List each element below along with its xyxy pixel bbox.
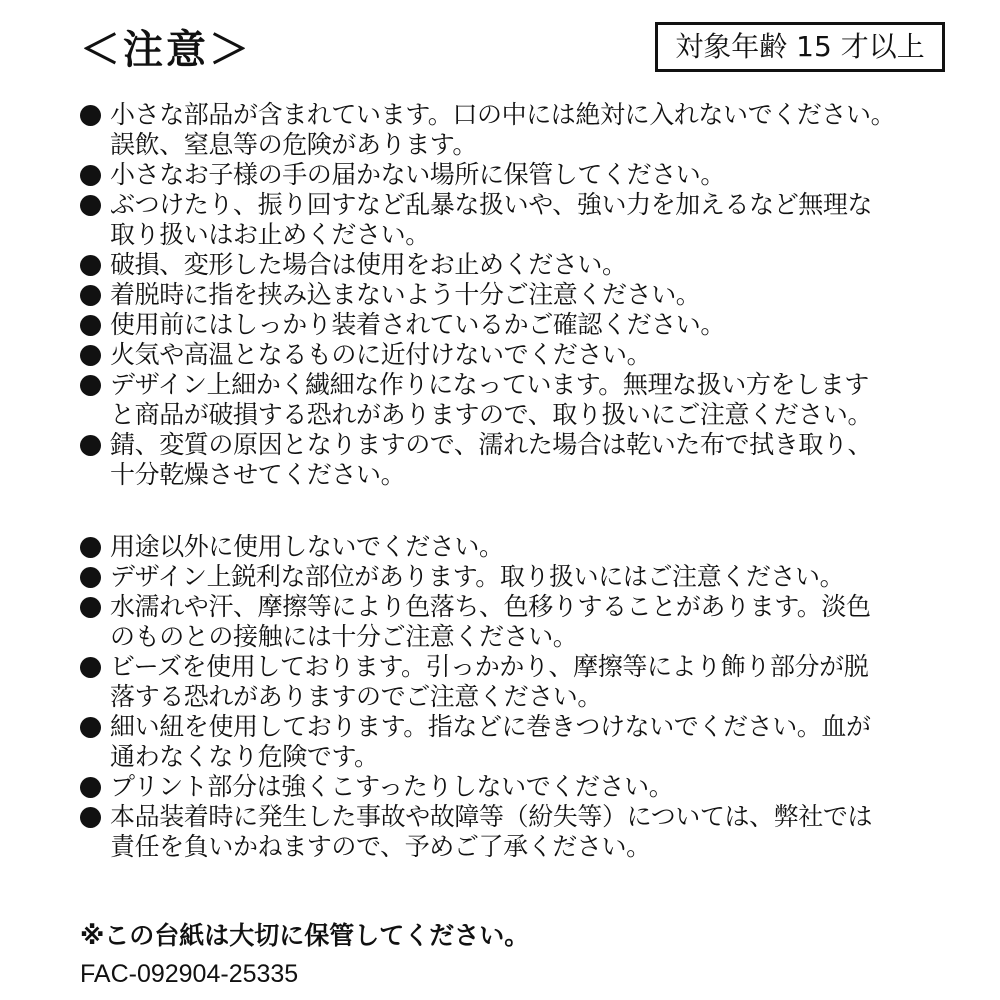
caution-item — [80, 532, 960, 562]
caution-item — [80, 280, 960, 310]
caution-item — [80, 772, 960, 802]
caution-list-secondary — [80, 532, 960, 862]
bullet-icon — [80, 657, 101, 678]
bullet-icon — [80, 567, 101, 588]
bullet-icon — [80, 597, 101, 618]
caution-item — [80, 712, 960, 772]
bullet-icon — [80, 537, 101, 558]
caution-item — [80, 310, 960, 340]
caution-item — [80, 190, 960, 250]
bullet-icon — [80, 285, 101, 306]
caution-text-line: 誤飲、窒息等の危険があります。 — [110, 130, 478, 159]
caution-text-line: 小さなお子様の手の届かない場所に保管してください。 — [110, 160, 726, 189]
caution-item — [80, 562, 960, 592]
caution-text-line: プリント部分は強くこすったりしないでください。 — [110, 772, 674, 801]
caution-text-line: 本品装着時に発生した事故や故障等（紛失等）については、弊社では — [110, 802, 873, 831]
caution-text-line: デザイン上細かく繊細な作りになっています。無理な扱い方をします — [110, 370, 869, 399]
caution-text-line: 用途以外に使用しないでください。 — [110, 532, 504, 561]
bullet-icon — [80, 807, 101, 828]
caution-item — [80, 802, 960, 862]
caution-item — [80, 100, 960, 160]
caution-text-line: のものとの接触には十分ご注意ください。 — [110, 622, 578, 651]
bullet-icon — [80, 717, 101, 738]
caution-text-line: 責任を負いかねますので、予めご了承ください。 — [110, 832, 651, 861]
caution-text-line: 取り扱いはお止めください。 — [110, 220, 430, 249]
caution-text-line: 十分乾燥させてください。 — [110, 460, 406, 489]
caution-item — [80, 592, 960, 652]
caution-text-line: と商品が破損する恐れがありますので、取り扱いにご注意ください。 — [110, 400, 873, 429]
age-rating-badge: 対象年齢 15 才以上 — [655, 22, 945, 72]
bullet-icon — [80, 165, 101, 186]
bullet-icon — [80, 777, 101, 798]
caution-text-line: ビーズを使用しております。引っかかり、摩擦等により飾り部分が脱 — [110, 652, 869, 681]
caution-list-primary — [80, 100, 960, 490]
caution-item — [80, 160, 960, 190]
caution-text-line: 火気や高温となるものに近付けないでください。 — [110, 340, 652, 369]
caution-item — [80, 370, 960, 430]
caution-text-line: 細い紐を使用しております。指などに巻きつけないでください。血が — [110, 712, 871, 741]
keep-card-note: ※この台紙は大切に保管してください。 — [80, 921, 530, 950]
caution-text-line: ぶつけたり、振り回すなど乱暴な扱いや、強い力を加えるなど無理な — [110, 190, 873, 219]
caution-item — [80, 250, 960, 280]
caution-text-line: 落する恐れがありますのでご注意ください。 — [110, 682, 603, 711]
bullet-icon — [80, 435, 101, 456]
bullet-icon — [80, 255, 101, 276]
caution-text-line: 水濡れや汗、摩擦等により色落ち、色移りすることがあります。淡色 — [110, 592, 871, 621]
bullet-icon — [80, 375, 101, 396]
caution-text-line: 通わなくなり危険です。 — [110, 742, 379, 771]
bullet-icon — [80, 105, 101, 126]
caution-text-line: 着脱時に指を挟み込まないよう十分ご注意ください。 — [110, 280, 701, 309]
caution-text-line: 破損、変形した場合は使用をお止めください。 — [110, 250, 627, 279]
bullet-icon — [80, 315, 101, 336]
caution-item — [80, 652, 960, 712]
product-code: FAC-092904-25335 — [80, 960, 299, 988]
caution-item — [80, 430, 960, 490]
bullet-icon — [80, 345, 101, 366]
caution-text-line: 錆、変質の原因となりますので、濡れた場合は乾いた布で拭き取り、 — [110, 430, 873, 459]
caution-text-line: デザイン上鋭利な部位があります。取り扱いにはご注意ください。 — [110, 562, 845, 591]
caution-item — [80, 340, 960, 370]
caution-text-line: 小さな部品が含まれています。口の中には絶対に入れないでください。 — [110, 100, 896, 129]
caution-text-line: 使用前にはしっかり装着されているかご確認ください。 — [110, 310, 726, 339]
page-title: ＜注意＞ — [80, 27, 252, 73]
bullet-icon — [80, 195, 101, 216]
